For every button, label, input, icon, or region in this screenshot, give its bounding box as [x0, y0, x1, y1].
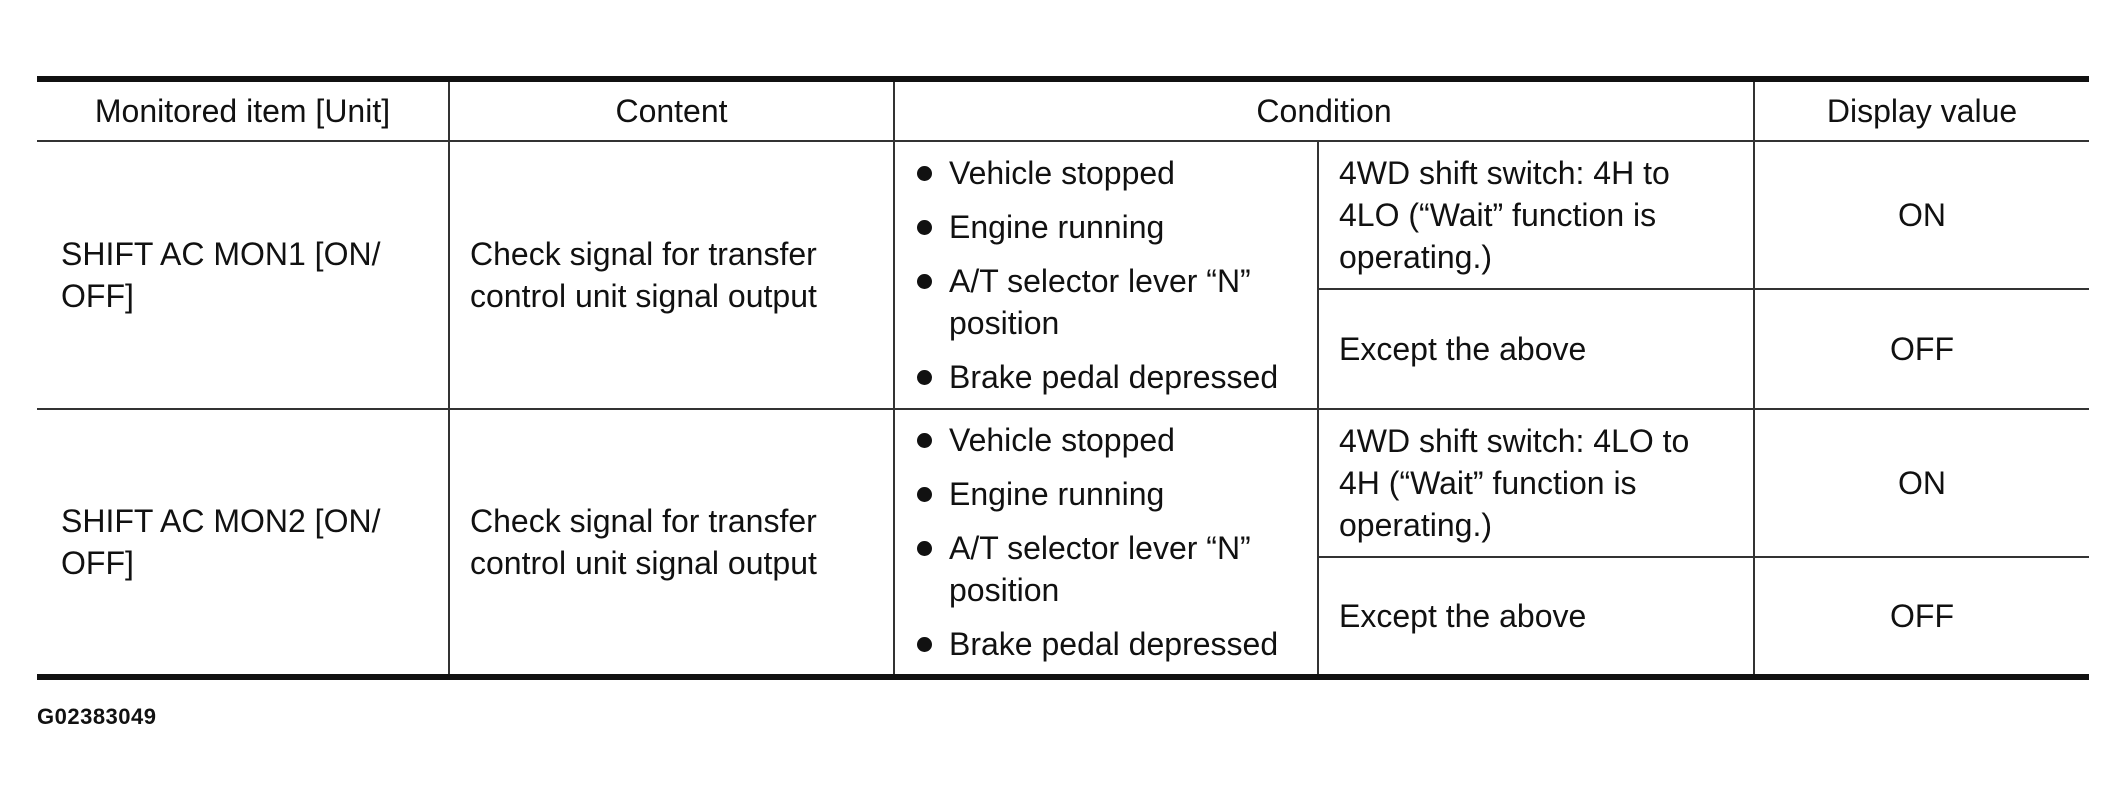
- list-item: [915, 419, 1297, 461]
- bullet-icon: [917, 637, 932, 652]
- bullet-icon: [917, 220, 932, 235]
- condition-text: Engine running: [949, 476, 1165, 512]
- content-cell: Check signal for transfer control unit signal output: [449, 141, 894, 409]
- sub-condition-cell: Except the above: [1318, 557, 1754, 677]
- display-value-cell: ON: [1754, 141, 2089, 289]
- bullet-icon: [917, 274, 932, 289]
- bullet-icon: [917, 166, 932, 181]
- sub-condition-cell: Except the above: [1318, 289, 1754, 409]
- list-item: [915, 152, 1297, 194]
- bullet-icon: [917, 541, 932, 556]
- monitor-item-table: [37, 76, 2089, 680]
- list-item: [915, 623, 1297, 665]
- header-display-value: Display value: [1754, 79, 2089, 141]
- monitored-item-cell: SHIFT AC MON1 [ON/ OFF]: [37, 141, 449, 409]
- figure-id: G02383049: [37, 704, 157, 729]
- condition-text: Brake pedal depressed: [949, 359, 1279, 395]
- content-cell: Check signal for transfer control unit signal output: [449, 409, 894, 677]
- table-row: [37, 141, 2089, 289]
- list-item: [915, 206, 1297, 248]
- bullet-icon: [917, 370, 932, 385]
- header-monitored-item: Monitored item [Unit]: [37, 79, 449, 141]
- header-condition: Condition: [894, 79, 1754, 141]
- table-row: [37, 409, 2089, 557]
- condition-list: [915, 152, 1297, 398]
- sub-condition-cell: 4WD shift switch: 4H to 4LO (“Wait” function is operating.): [1318, 141, 1754, 289]
- list-item: [915, 356, 1297, 398]
- condition-text: Vehicle stopped: [949, 155, 1175, 191]
- bullet-icon: [917, 487, 932, 502]
- condition-list: [915, 419, 1297, 665]
- list-item: [915, 260, 1297, 344]
- monitored-item-cell: SHIFT AC MON2 [ON/ OFF]: [37, 409, 449, 677]
- sub-condition-cell: 4WD shift switch: 4LO to 4H (“Wait” function is operating.): [1318, 409, 1754, 557]
- display-value-cell: ON: [1754, 409, 2089, 557]
- condition-text: Engine running: [949, 209, 1165, 245]
- condition-text: Brake pedal depressed: [949, 626, 1279, 662]
- list-item: [915, 527, 1297, 611]
- condition-text: A/T selector lever “N” position: [949, 530, 1251, 608]
- list-item: [915, 473, 1297, 515]
- bullet-icon: [917, 433, 932, 448]
- display-value-cell: OFF: [1754, 289, 2089, 409]
- condition-text: Vehicle stopped: [949, 422, 1175, 458]
- monitor-item-table-container: [37, 76, 2089, 680]
- display-value-cell: OFF: [1754, 557, 2089, 677]
- condition-text: A/T selector lever “N” position: [949, 263, 1251, 341]
- table-header-row: [37, 79, 2089, 141]
- condition-list-cell: [894, 409, 1318, 677]
- condition-list-cell: [894, 141, 1318, 409]
- header-content: Content: [449, 79, 894, 141]
